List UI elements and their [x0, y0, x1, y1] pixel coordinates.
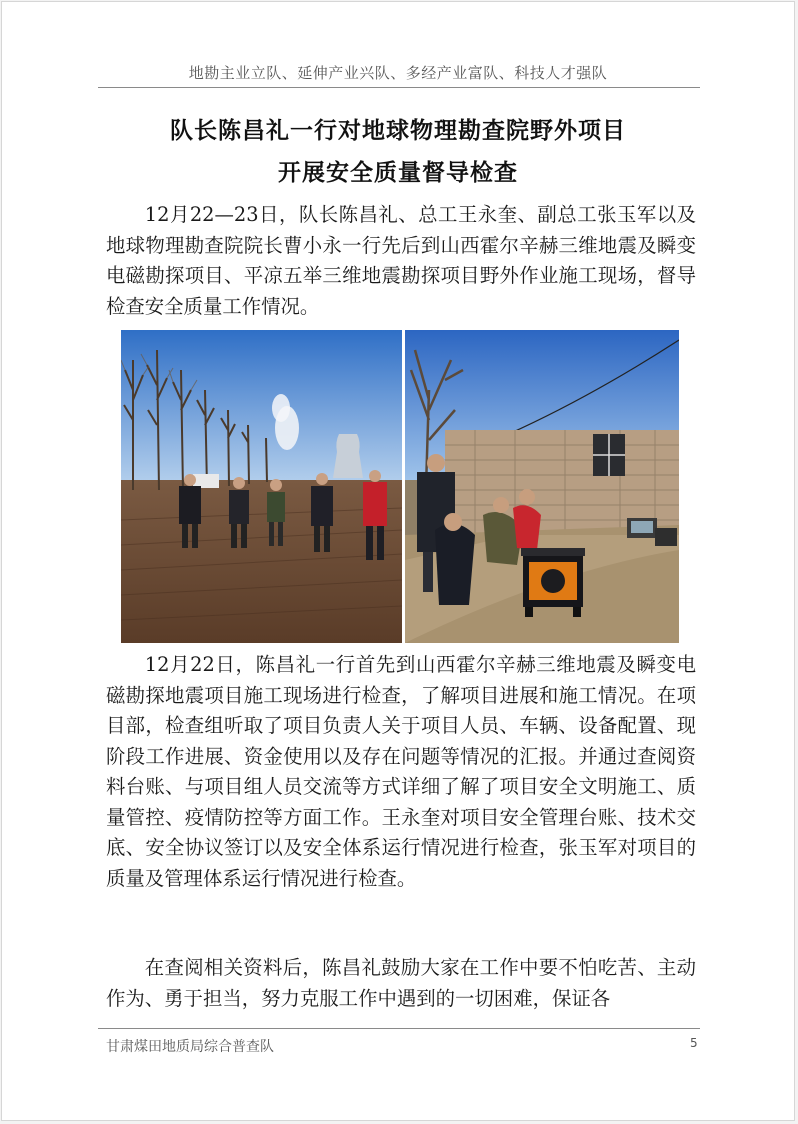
field-inspection-photo: [121, 330, 402, 643]
header-divider: [98, 87, 700, 88]
equipment-inspection-illustration: [405, 330, 679, 643]
document-page: [1, 1, 795, 1121]
header-slogan: 地勘主业立队、延伸产业兴队、多经产业富队、科技人才强队: [188, 64, 608, 82]
equipment-inspection-photo: [405, 330, 679, 643]
page-number: 5: [690, 1036, 698, 1050]
footer-divider: [98, 1028, 700, 1029]
paragraph-1: 12月22—23日，队长陈昌礼、总工王永奎、副总工张玉军以及地球物理勘查院院长曹小永一行先后到山西霍尔辛赫三维地震及瞬变电磁勘探项目、平凉五举三维地震勘探项目野外作业施工现场，督导检查安全质量工作情况。: [106, 203, 696, 318]
paragraph-3: 在查阅相关资料后，陈昌礼鼓励大家在工作中要不怕吃苦、主动作为、勇于担当，努力克服工作中遇到的一切困难，保证各: [106, 956, 696, 1010]
article-title-line-1: 队长陈昌礼一行对地球物理勘查院野外项目: [170, 118, 626, 144]
article-title-line-2: 开展安全质量督导检查: [278, 160, 518, 186]
paragraph-2: 12月22日，陈昌礼一行首先到山西霍尔辛赫三维地震及瞬变电磁勘探地震项目施工现场进行检查，了解项目进展和施工情况。在项目部，检查组听取了项目负责人关于项目人员、车辆、设备配置、现阶段工作进展、资金使用以及存在问题等情况的汇报。并通过查阅资料台账、与项目组人员交流等方式详细了解了项目安全文明施工、质量管控、疫情防控等方面工作。王永奎对项目安全管理台账、技术交底、安全协议签订以及安全体系运行情况进行检查，张玉军对项目的质量及管理体系运行情况进行检查。: [106, 653, 696, 890]
field-inspection-illustration: [121, 330, 402, 643]
footer-organization: 甘肃煤田地质局综合普查队: [106, 1039, 274, 1055]
